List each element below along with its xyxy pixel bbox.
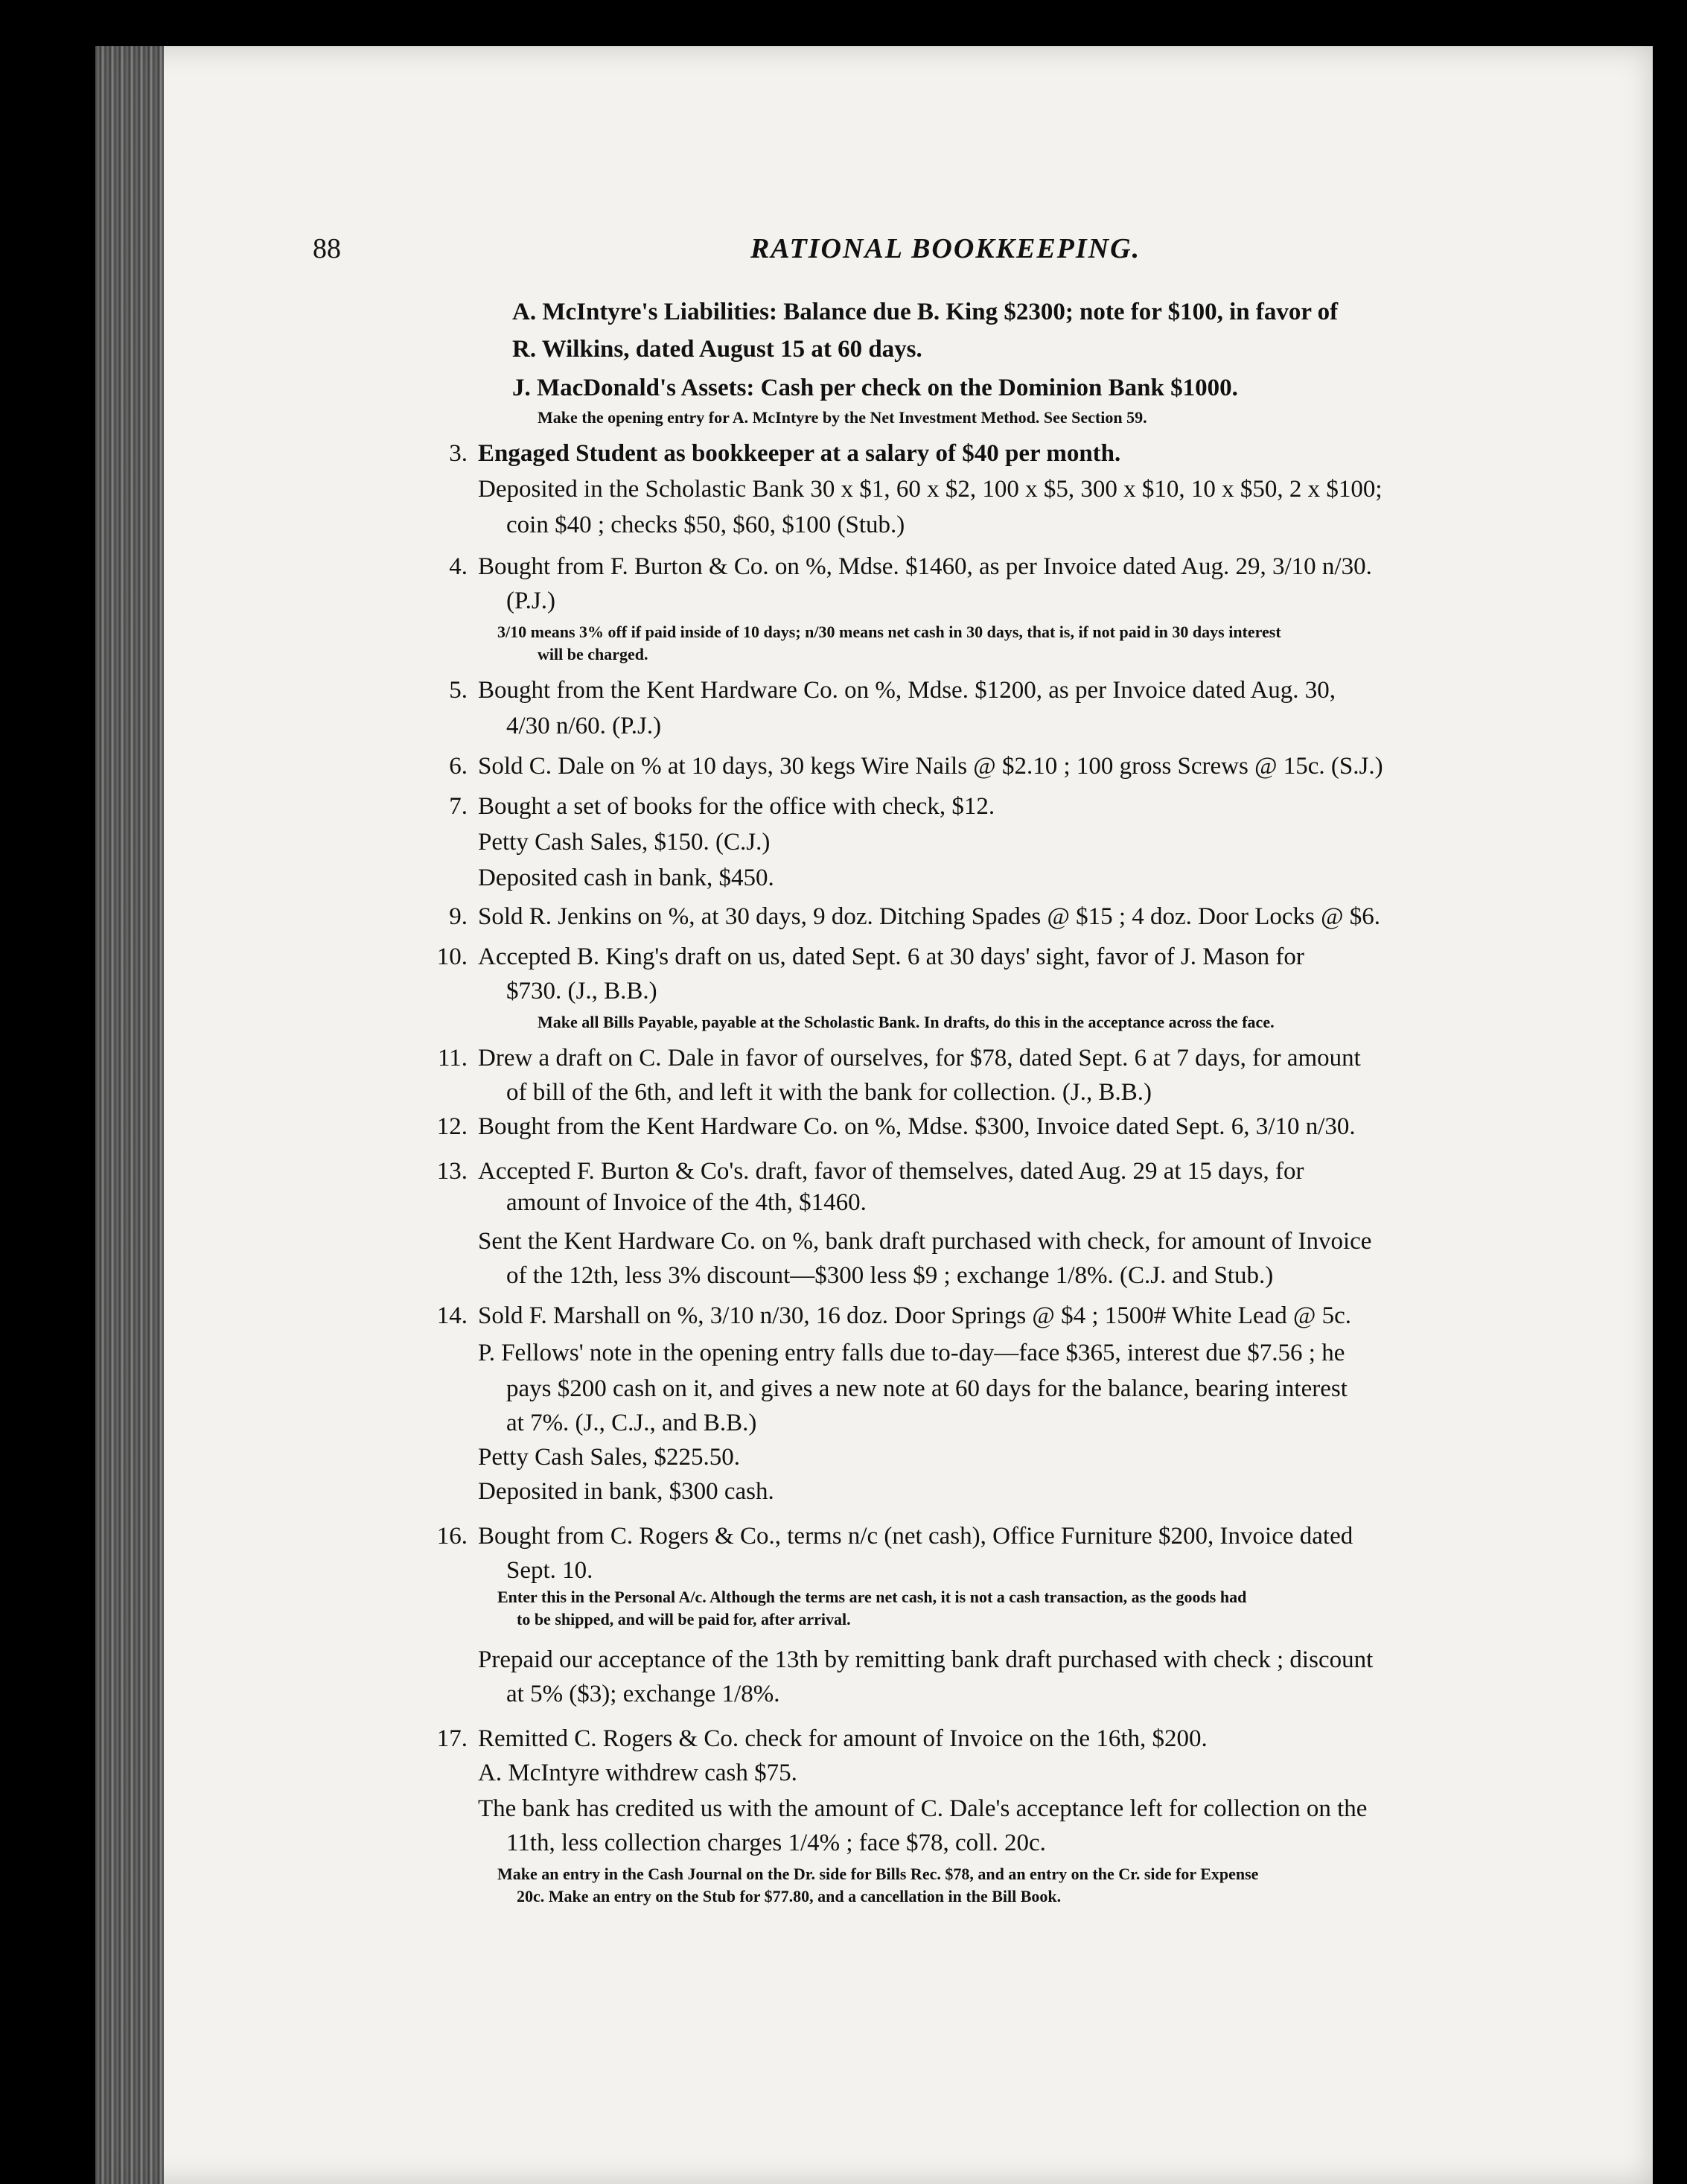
instruction-note: 3/10 means 3% off if paid inside of 10 days; n/30 means net cash in 30 days, that is, if not paid in 30 days interest bbox=[497, 623, 1281, 641]
entry-line: Sold R. Jenkins on %, at 30 days, 9 doz. Ditching Spades @ $15 ; 4 doz. Door Locks @ $6. bbox=[478, 903, 1381, 930]
entry-line: Deposited in the Scholastic Bank 30 x $1, 60 x $2, 100 x $5, 300 x $10, 10 x $50, 2 x $100; bbox=[478, 476, 1383, 503]
entry-line: 11th, less collection charges 1/4% ; face $78, coll. 20c. bbox=[506, 1830, 1046, 1856]
page-header bbox=[313, 232, 1578, 277]
entry-line: Bought from F. Burton & Co. on %, Mdse. $1460, as per Invoice dated Aug. 29, 3/10 n/30. bbox=[478, 553, 1372, 580]
entry-line: Sept. 10. bbox=[506, 1557, 593, 1584]
entry-line: Bought a set of books for the office with check, $12. bbox=[478, 793, 995, 820]
entry-line: of the 12th, less 3% discount—$300 less $9 ; exchange 1/8%. (C.J. and Stub.) bbox=[506, 1262, 1274, 1289]
item-number: 10. bbox=[436, 943, 468, 970]
item-number: 12. bbox=[436, 1113, 468, 1140]
instruction-note: 20c. Make an entry on the Stub for $77.80, and a cancellation in the Bill Book. bbox=[517, 1887, 1062, 1906]
item-number: 14. bbox=[436, 1302, 468, 1329]
entry-line: A. McIntyre withdrew cash $75. bbox=[478, 1760, 797, 1786]
entry-line: Engaged Student as bookkeeper at a salary of $40 per month. bbox=[478, 440, 1121, 467]
item-number: 7. bbox=[449, 793, 468, 820]
item-number: 4. bbox=[449, 553, 468, 580]
entry-line: J. MacDonald's Assets: Cash per check on the Dominion Bank $1000. bbox=[512, 375, 1238, 401]
instruction-note: Make an entry in the Cash Journal on the Dr. side for Bills Rec. $78, and an entry on the Cr. side for Expense bbox=[497, 1865, 1259, 1883]
item-number: 11. bbox=[437, 1045, 468, 1072]
entry-line: pays $200 cash on it, and gives a new note at 60 days for the balance, bearing interest bbox=[506, 1375, 1348, 1402]
entry-line: 4/30 n/60. (P.J.) bbox=[506, 713, 662, 739]
item-number: 5. bbox=[449, 677, 468, 704]
entry-line: amount of Invoice of the 4th, $1460. bbox=[506, 1189, 867, 1216]
entry-line: Sent the Kent Hardware Co. on %, bank draft purchased with check, for amount of Invoice bbox=[478, 1228, 1372, 1255]
instruction-note: Enter this in the Personal A/c. Although the terms are net cash, it is not a cash transaction, as the goods had bbox=[497, 1588, 1247, 1606]
entry-line: P. Fellows' note in the opening entry falls due to-day—face $365, interest due $7.56 ; he bbox=[478, 1340, 1345, 1366]
entry-line: at 5% ($3); exchange 1/8%. bbox=[506, 1681, 780, 1707]
entry-line: Accepted B. King's draft on us, dated Sept. 6 at 30 days' sight, favor of J. Mason for bbox=[478, 943, 1304, 970]
entry-line: Prepaid our acceptance of the 13th by remitting bank draft purchased with check ; discount bbox=[478, 1646, 1374, 1673]
entry-line: of bill of the 6th, and left it with the bank for collection. (J., B.B.) bbox=[506, 1079, 1152, 1106]
entry-line: A. McIntyre's Liabilities: Balance due B. King $2300; note for $100, in favor of bbox=[512, 299, 1339, 325]
entry-line: Sold F. Marshall on %, 3/10 n/30, 16 doz. Door Springs @ $4 ; 1500# White Lead @ 5c. bbox=[478, 1302, 1352, 1329]
entry-line: The bank has credited us with the amount of C. Dale's acceptance left for collection on the bbox=[478, 1795, 1368, 1822]
entry-line: Bought from the Kent Hardware Co. on %, Mdse. $1200, as per Invoice dated Aug. 30, bbox=[478, 677, 1336, 704]
entry-line: (P.J.) bbox=[506, 588, 556, 614]
entry-line: coin $40 ; checks $50, $60, $100 (Stub.) bbox=[506, 512, 905, 538]
instruction-note: will be charged. bbox=[538, 645, 648, 663]
entry-line: $730. (J., B.B.) bbox=[506, 978, 657, 1005]
running-title: RATIONAL BOOKKEEPING. bbox=[750, 233, 1141, 264]
entry-line: Drew a draft on C. Dale in favor of ourselves, for $78, dated Sept. 6 at 7 days, for amount bbox=[478, 1045, 1361, 1072]
entry-line: Deposited cash in bank, $450. bbox=[478, 865, 774, 891]
item-number: 3. bbox=[449, 440, 468, 467]
entry-line: Petty Cash Sales, $150. (C.J.) bbox=[478, 829, 771, 856]
entry-line: Petty Cash Sales, $225.50. bbox=[478, 1444, 740, 1471]
instruction-note: to be shipped, and will be paid for, after arrival. bbox=[517, 1610, 851, 1629]
instruction-note: Make all Bills Payable, payable at the Scholastic Bank. In drafts, do this in the acceptance across the face. bbox=[538, 1013, 1275, 1031]
item-number: 9. bbox=[449, 903, 468, 930]
page-number: 88 bbox=[313, 233, 341, 264]
entry-line: at 7%. (J., C.J., and B.B.) bbox=[506, 1410, 757, 1436]
entry-line: Deposited in bank, $300 cash. bbox=[478, 1478, 774, 1505]
item-number: 16. bbox=[436, 1523, 468, 1550]
entry-line: Accepted F. Burton & Co's. draft, favor of themselves, dated Aug. 29 at 15 days, for bbox=[478, 1158, 1304, 1185]
entry-line: Bought from the Kent Hardware Co. on %, Mdse. $300, Invoice dated Sept. 6, 3/10 n/30. bbox=[478, 1113, 1356, 1140]
item-number: 17. bbox=[436, 1725, 468, 1752]
instruction-note: Make the opening entry for A. McIntyre by the Net Investment Method. See Section 59. bbox=[538, 408, 1147, 427]
item-number: 6. bbox=[449, 753, 468, 780]
entry-line: Bought from C. Rogers & Co., terms n/c (net cash), Office Furniture $200, Invoice dated bbox=[478, 1523, 1353, 1550]
entry-line: Remitted C. Rogers & Co. check for amount of Invoice on the 16th, $200. bbox=[478, 1725, 1208, 1752]
item-number: 13. bbox=[436, 1158, 468, 1185]
entry-line: R. Wilkins, dated August 15 at 60 days. bbox=[512, 336, 922, 363]
entry-line: Sold C. Dale on % at 10 days, 30 kegs Wire Nails @ $2.10 ; 100 gross Screws @ 15c. (S.J.) bbox=[478, 753, 1383, 780]
